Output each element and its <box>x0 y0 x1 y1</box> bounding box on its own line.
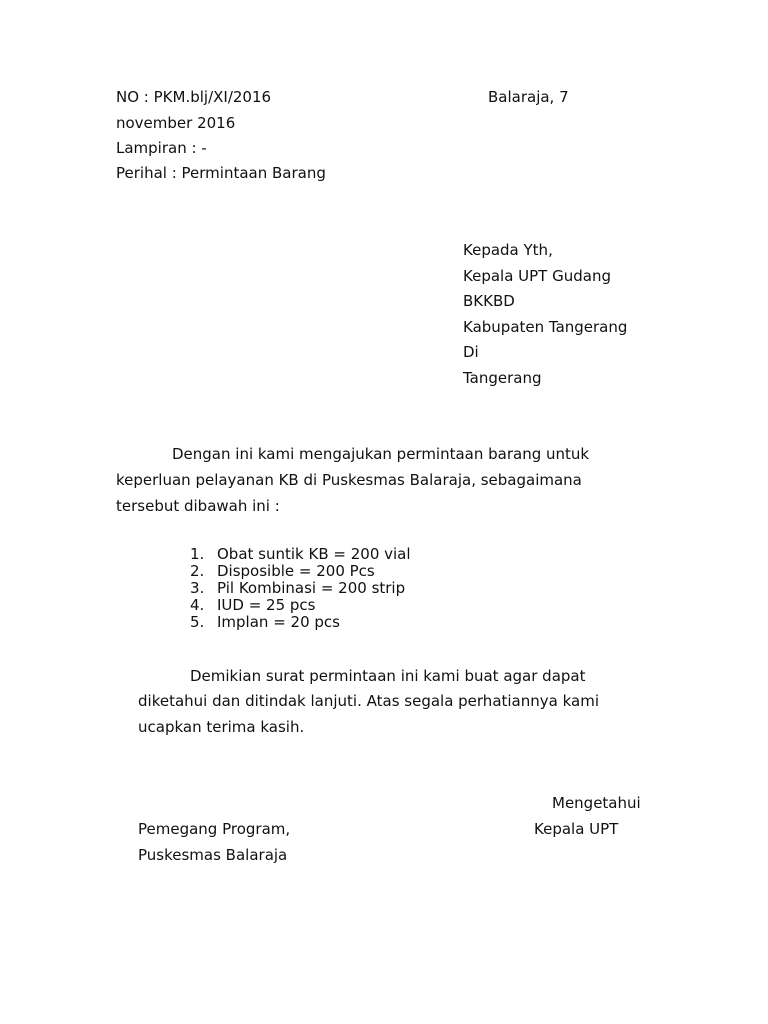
list-item <box>190 597 411 614</box>
list-item <box>190 563 411 580</box>
item-list <box>190 546 411 631</box>
recipient-line: Tangerang <box>463 369 542 387</box>
letter-number: NO : PKM.blj/XI/2016 <box>116 88 272 106</box>
list-item <box>190 546 411 563</box>
place-date-continued: november 2016 <box>116 114 236 132</box>
item-number: 1. <box>190 545 205 563</box>
recipient-line: Kabupaten Tangerang <box>463 318 628 336</box>
place-date: Balaraja, 7 <box>488 88 569 106</box>
program-holder-title: Pemegang Program, <box>138 820 291 838</box>
attachment-line: Lampiran : - <box>116 139 207 157</box>
item-text: Obat suntik KB = 200 vial <box>217 545 411 563</box>
item-text: IUD = 25 pcs <box>217 596 316 614</box>
list-item <box>190 580 411 597</box>
list-item <box>190 614 411 631</box>
recipient-line: BKKBD <box>463 292 515 310</box>
item-number: 5. <box>190 613 205 631</box>
recipient-line: Kepala UPT Gudang <box>463 267 611 285</box>
item-number: 4. <box>190 596 205 614</box>
item-number: 3. <box>190 579 205 597</box>
item-number: 2. <box>190 562 205 580</box>
subject-line: Perihal : Permintaan Barang <box>116 164 326 182</box>
paragraph-line: tersebut dibawah ini : <box>116 497 280 515</box>
acknowledged-label: Mengetahui <box>552 794 641 812</box>
item-text: Disposible = 200 Pcs <box>217 562 375 580</box>
paragraph-line: Demikian surat permintaan ini kami buat agar dapat <box>190 667 586 685</box>
item-text: Implan = 20 pcs <box>217 613 340 631</box>
recipient-line: Kepada Yth, <box>463 241 553 259</box>
paragraph-line: keperluan pelayanan KB di Puskesmas Balaraja, sebagaimana <box>116 471 582 489</box>
paragraph-line: ucapkan terima kasih. <box>138 718 305 736</box>
item-text: Pil Kombinasi = 200 strip <box>217 579 406 597</box>
head-upt-title: Kepala UPT <box>534 820 619 838</box>
paragraph-line: diketahui dan ditindak lanjuti. Atas segala perhatiannya kami <box>138 692 599 710</box>
paragraph-line: Dengan ini kami mengajukan permintaan barang untuk <box>172 445 590 463</box>
recipient-line: Di <box>463 343 479 361</box>
program-holder-org: Puskesmas Balaraja <box>138 846 288 864</box>
